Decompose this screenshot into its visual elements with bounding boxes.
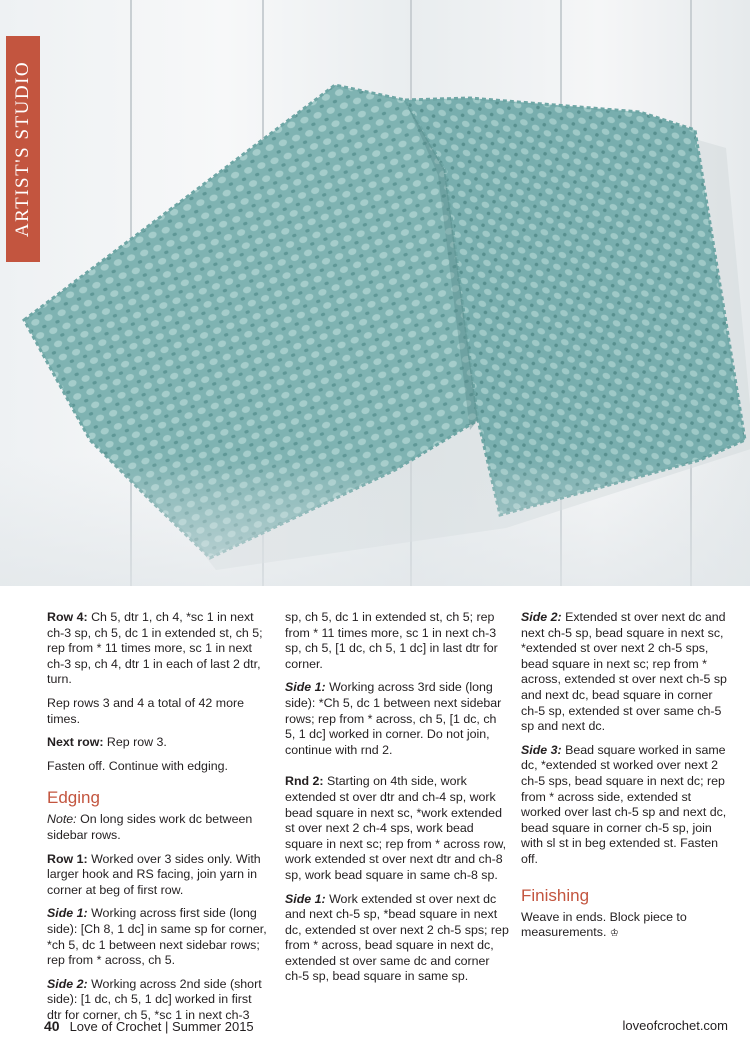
text-column-2 [285, 610, 509, 993]
rnd2-label: Rnd 2: [285, 774, 324, 789]
side1-label: Side 1: [285, 891, 326, 906]
fasten-paragraph: Fasten off. Continue with edging. [47, 758, 228, 773]
side1-3rd-paragraph [285, 680, 509, 758]
website-url[interactable]: loveofcrochet.com [622, 1018, 728, 1033]
rnd2-side3-paragraph [521, 743, 731, 868]
row4-text: Ch 5, dtr 1, ch 4, *sc 1 in next ch-3 sp, ch 5, dc 1 in extended st, ch 5; rep from * 11 times more, sc 1 in next ch-3 sp, ch 4, dtr 1 in each of last 2 dtr, turn. [47, 610, 263, 687]
finishing-paragraph [521, 910, 731, 942]
rep-rows-paragraph: Rep rows 3 and 4 a total of 42 more times. [47, 695, 244, 726]
row4-label: Row 4: [47, 610, 88, 624]
side3-label: Side 3: [521, 742, 562, 757]
page-number: 40 [44, 1018, 60, 1034]
next-row-paragraph [47, 735, 269, 751]
page-folio [44, 1018, 254, 1034]
note-label: Note: [47, 812, 77, 827]
rnd2-paragraph [285, 774, 509, 883]
side1-label: Side 1: [47, 906, 88, 921]
note-paragraph [47, 812, 269, 843]
side2-text: Working across 2nd side (short side): [1 dc, ch 5, 1 dc] worked in first dtr for corner, ch 5, *sc 1 in next ch-3 [47, 976, 262, 1022]
next-row-text: Rep row 3. [103, 735, 167, 750]
side1-label: Side 1: [285, 680, 326, 695]
text-column-1 [47, 610, 269, 1031]
magazine-name: Love of Crochet [69, 1019, 162, 1034]
side2-label: Side 2: [47, 976, 88, 991]
row4-paragraph [47, 610, 269, 688]
section-tab-label: ARTIST'S STUDIO [12, 60, 34, 238]
finishing-text: Weave in ends. Block piece to measurements. [521, 909, 687, 940]
side2-paragraph [47, 977, 269, 1024]
folio-separator: | [164, 1019, 169, 1034]
side1-paragraph [47, 906, 269, 968]
side2-label: Side 2: [521, 610, 562, 624]
text-column-3 [521, 610, 731, 950]
section-tab [6, 36, 40, 262]
photo-fade [0, 456, 750, 586]
side2-text: Extended st over next dc and next ch-5 sp, bead square in next sc, *extended st over next 2 ch-5 sps, bead square in next sc; rep from * across, extended st over next ch-5 sp and next dc, bead square in corner ch-5 sp, extended st over same ch-5 sp and next dc. [521, 610, 727, 734]
row1-label: Row 1: [47, 851, 88, 866]
rnd2-text: Starting on 4th side, work extended st over dtr and ch-4 sp, work bead square in next sc, *work extended st over next 2 ch-4 sps, work bead square in next sc; rep from * across row, work extended st over next dtr and ch-8 sp, work bead square in same ch-8 sp. [285, 774, 507, 882]
end-mark-icon: ♔ [609, 928, 619, 940]
rnd2-side1-paragraph [285, 892, 509, 986]
side1-text: Working across first side (long side): [Ch 8, 1 dc] in same sp for corner, *ch 5, dc 1 between next sidebar rows; rep from * across, ch 5. [47, 906, 267, 968]
next-row-label: Next row: [47, 735, 104, 750]
side2-continued-paragraph: sp, ch 5, dc 1 in extended st, ch 5; rep from * 11 times more, sc 1 in next ch-3 sp, ch 5, [1 dc, ch 5, 1 dc] in last dtr for corner. [285, 610, 498, 671]
row1-paragraph [47, 852, 269, 899]
finishing-heading: Finishing [521, 885, 590, 905]
issue-name: Summer 2015 [172, 1019, 254, 1034]
side1-text: Work extended st over next dc and next ch-5 sp, *bead square in next dc, extended st over next 2 ch-5 sps; rep from * across, bead square in next dc, extended st over same dc and corner ch-5 sp, bead square in same sp. [285, 891, 509, 984]
edging-heading: Edging [47, 788, 100, 808]
side3-text: Bead square worked in same dc, *extended st worked over next 2 ch-5 sps, bead square in next dc; rep from * across side, extended st worked over last ch-5 sp and next dc, bead square in corner ch-5 sp, join with sl st in beg extended st. Fasten off. [521, 742, 727, 866]
note-text: On long sides work dc between sidebar rows. [47, 812, 253, 842]
side1-text: Working across 3rd side (long side): *Ch 5, dc 1 between next sidebar rows; rep from * across, ch 5, [1 dc, ch 5, 1 dc] worked in corner. Do not join, continue with rnd 2. [285, 680, 502, 757]
row1-text: Worked over 3 sides only. With larger hook and RS facing, join yarn in corner at beg of first row. [47, 851, 261, 897]
rnd2-side2-paragraph [521, 610, 731, 735]
